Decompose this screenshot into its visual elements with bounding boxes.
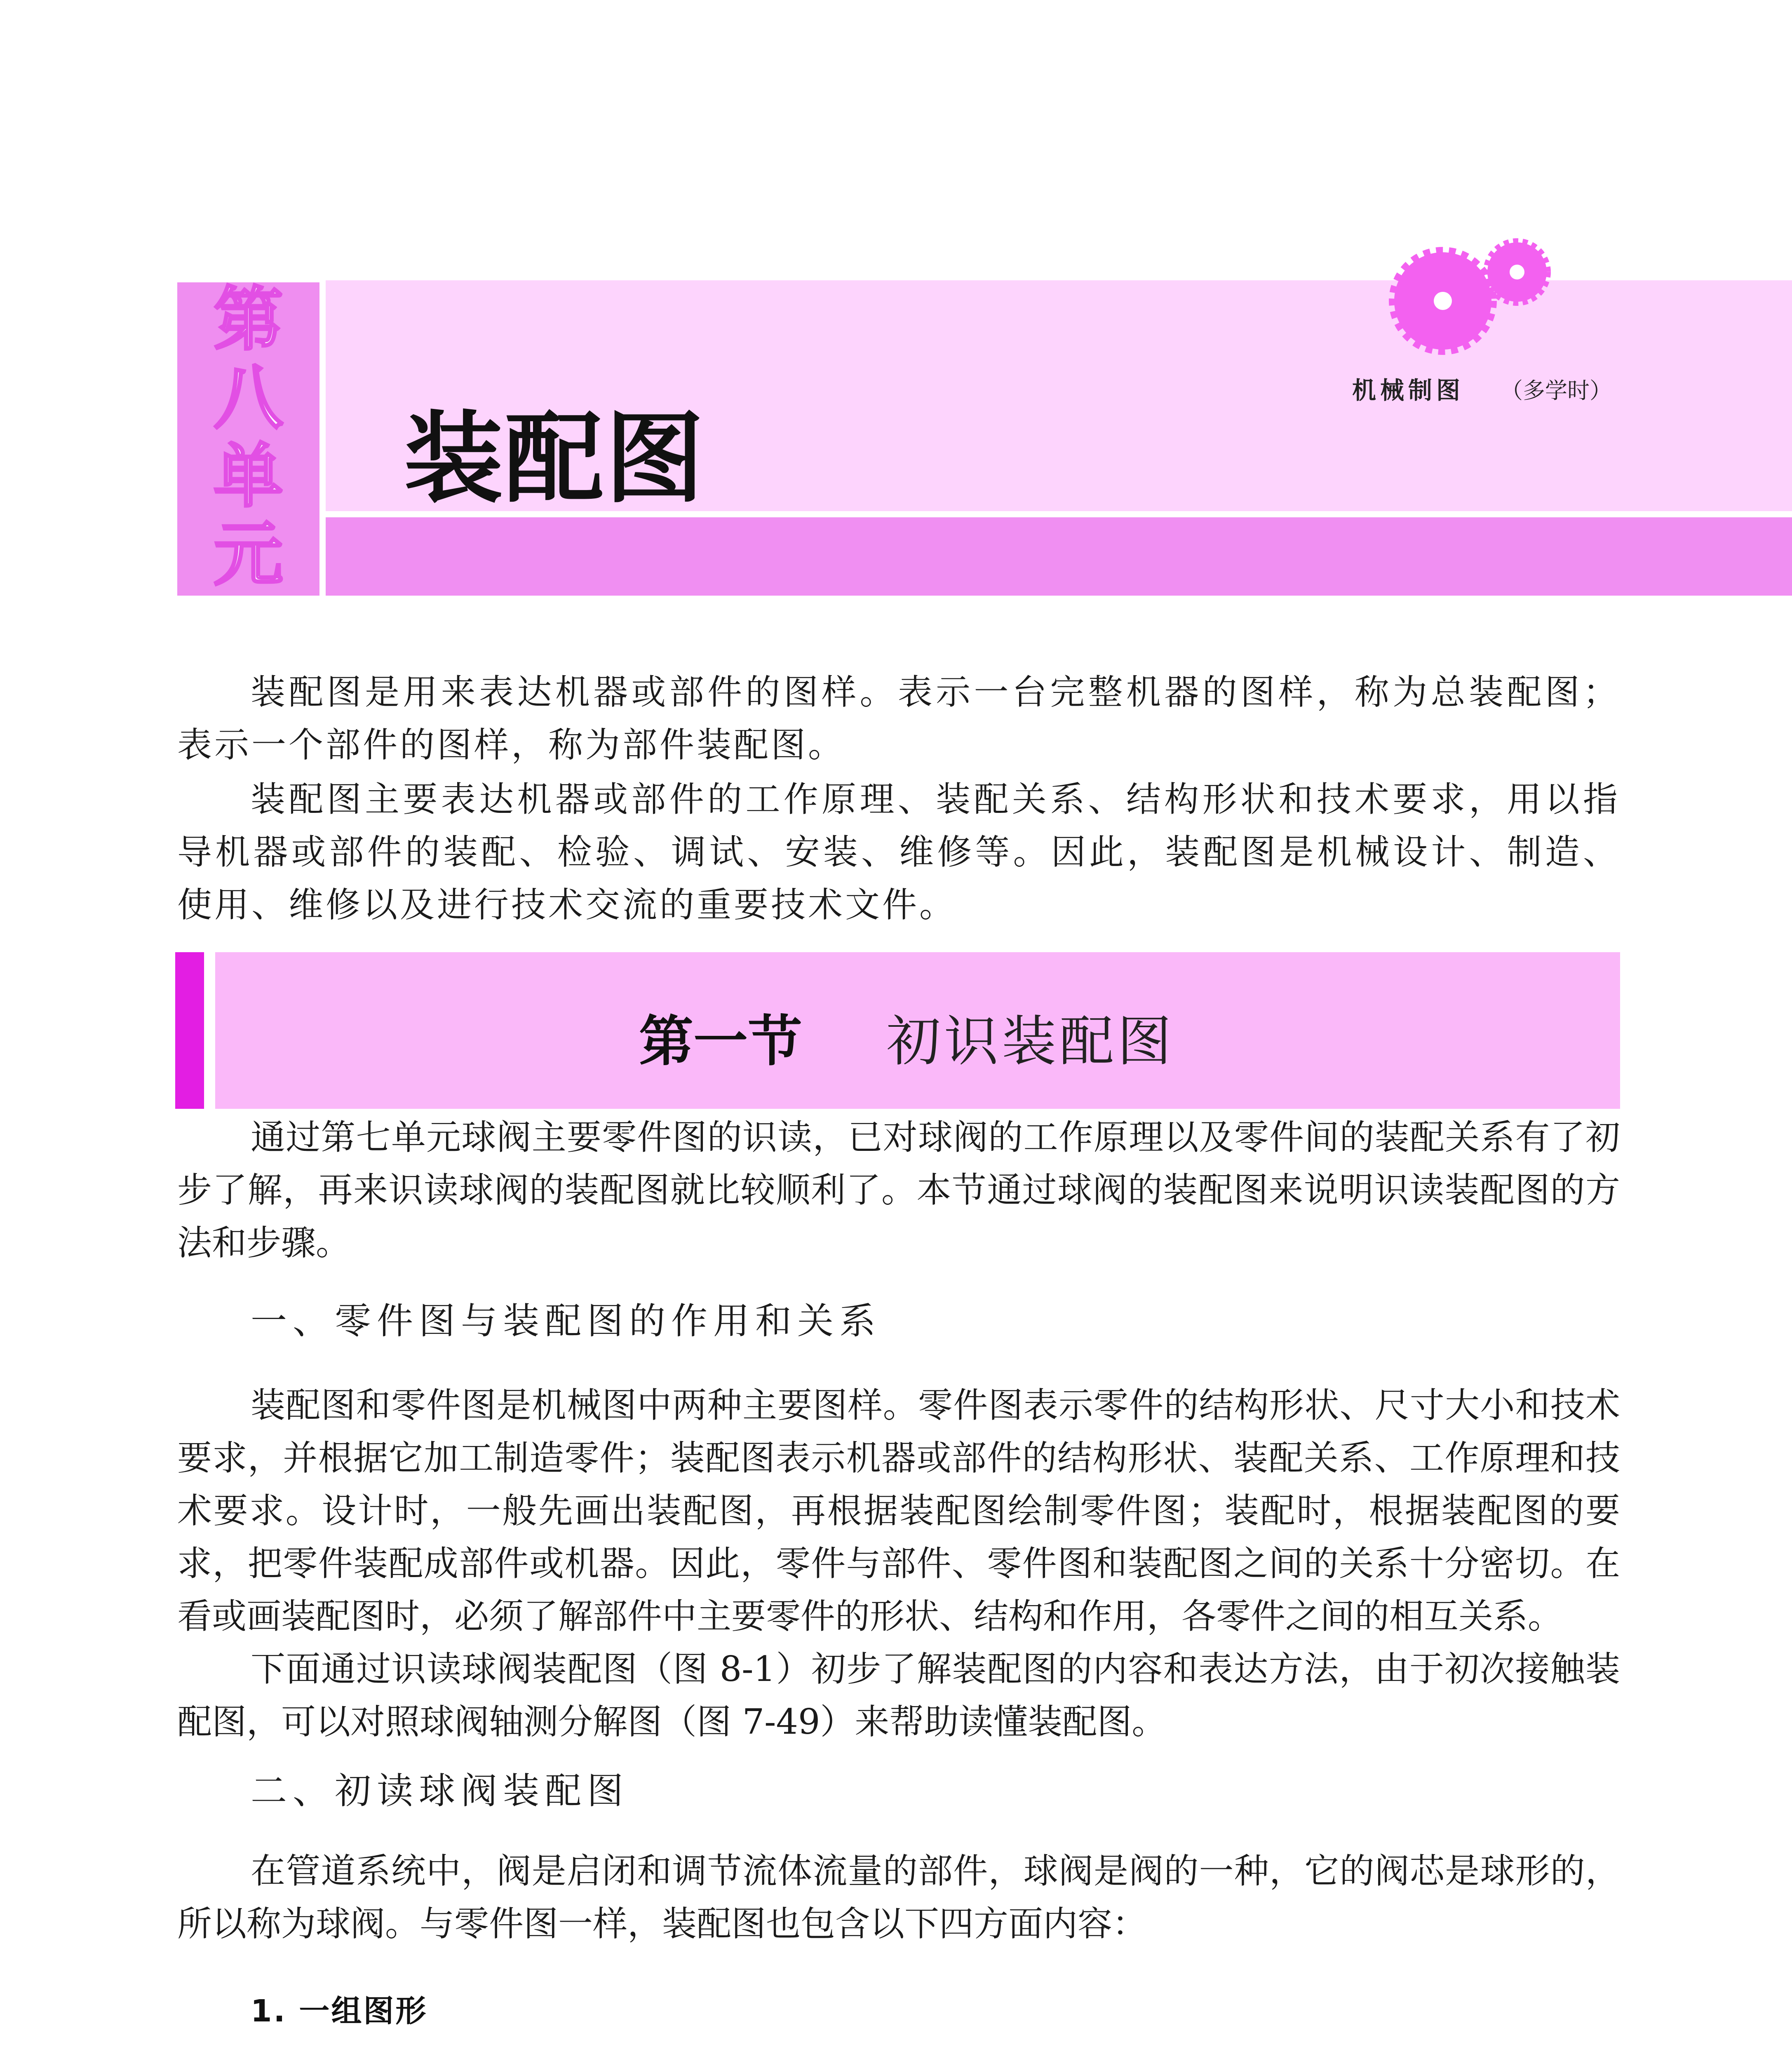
intro-paragraph: 装配图是用来表达机器或部件的图样。表示一台完整机器的图样，称为总装配图；表示一个部件的图样，称为部件装配图。 <box>177 672 1620 765</box>
gear-icon-large <box>1394 252 1491 350</box>
heading-part-one: 一、零件图与装配图的作用和关系 <box>251 1300 882 1342</box>
unit-tab-char: 元 <box>214 514 283 595</box>
book-name: 机械制图 <box>1352 376 1465 404</box>
body-paragraph: 在管道系统中，阀是启闭和调节流体流量的部件，球阀是阀的一种，它的阀芯是球形的，所以称为球阀。与零件图一样，装配图也包含以下四方面内容： <box>177 1851 1620 1944</box>
section-marker <box>175 952 204 1109</box>
unit-tab-char: 单 <box>214 436 283 516</box>
unit-tab-char: 第 <box>214 279 283 360</box>
intro-paragraph: 装配图主要表达机器或部件的工作原理、装配关系、结构形状和技术要求，用以指导机器或部件的装配、检验、调试、安装、维修等。因此，装配图是机械设计、制造、使用、维修以及进行技术交流的重要技术文件。 <box>177 779 1620 925</box>
unit-header-band-bottom <box>326 517 1792 596</box>
gears-decoration <box>1381 235 1562 363</box>
unit-title: 装配图 <box>404 401 706 516</box>
body-paragraph: 下面通过识读球阀装配图（图 8-1）初步了解装配图的内容和表达方法，由于初次接触装配图，可以对照球阀轴测分解图（图 7-49）来帮助读懂装配图。 <box>177 1649 1620 1742</box>
subheading-graphics: 1. 一组图形 <box>251 1993 428 2029</box>
unit-number-tab <box>177 279 319 596</box>
section-title: 初识装配图 <box>886 1010 1175 1073</box>
book-subtitle: （多学时） <box>1501 378 1612 404</box>
section-intro-paragraph: 通过第七单元球阀主要零件图的识读，已对球阀的工作原理以及零件间的装配关系有了初步了解，再来识读球阀的装配图就比较顺利了。本节通过球阀的装配图来说明识读装配图的方法和步骤。 <box>177 1117 1620 1263</box>
heading-part-two: 二、初读球阀装配图 <box>251 1770 629 1812</box>
body-paragraph <box>177 2055 1620 2061</box>
unit-tab-char: 八 <box>214 357 283 438</box>
body-paragraph: 装配图和零件图是机械图中两种主要图样。零件图表示零件的结构形状、尺寸大小和技术要求，并根据它加工制造零件；装配图表示机器或部件的结构形状、装配关系、工作原理和技术要求。设计时，一般先画出装配图，再根据装配图绘制零件图；装配时，根据装配图的要求，把零件装配成部件或机器。因此，零件与部件、零件图和装配图之间的关系十分密切。在看或画装配图时，必须了解部件中主要零件的形状、结构和作用，各零件之间的相互关系。 <box>177 1385 1620 1636</box>
section-number: 第一节 <box>639 1010 802 1073</box>
gear-icon-small <box>1487 242 1547 302</box>
